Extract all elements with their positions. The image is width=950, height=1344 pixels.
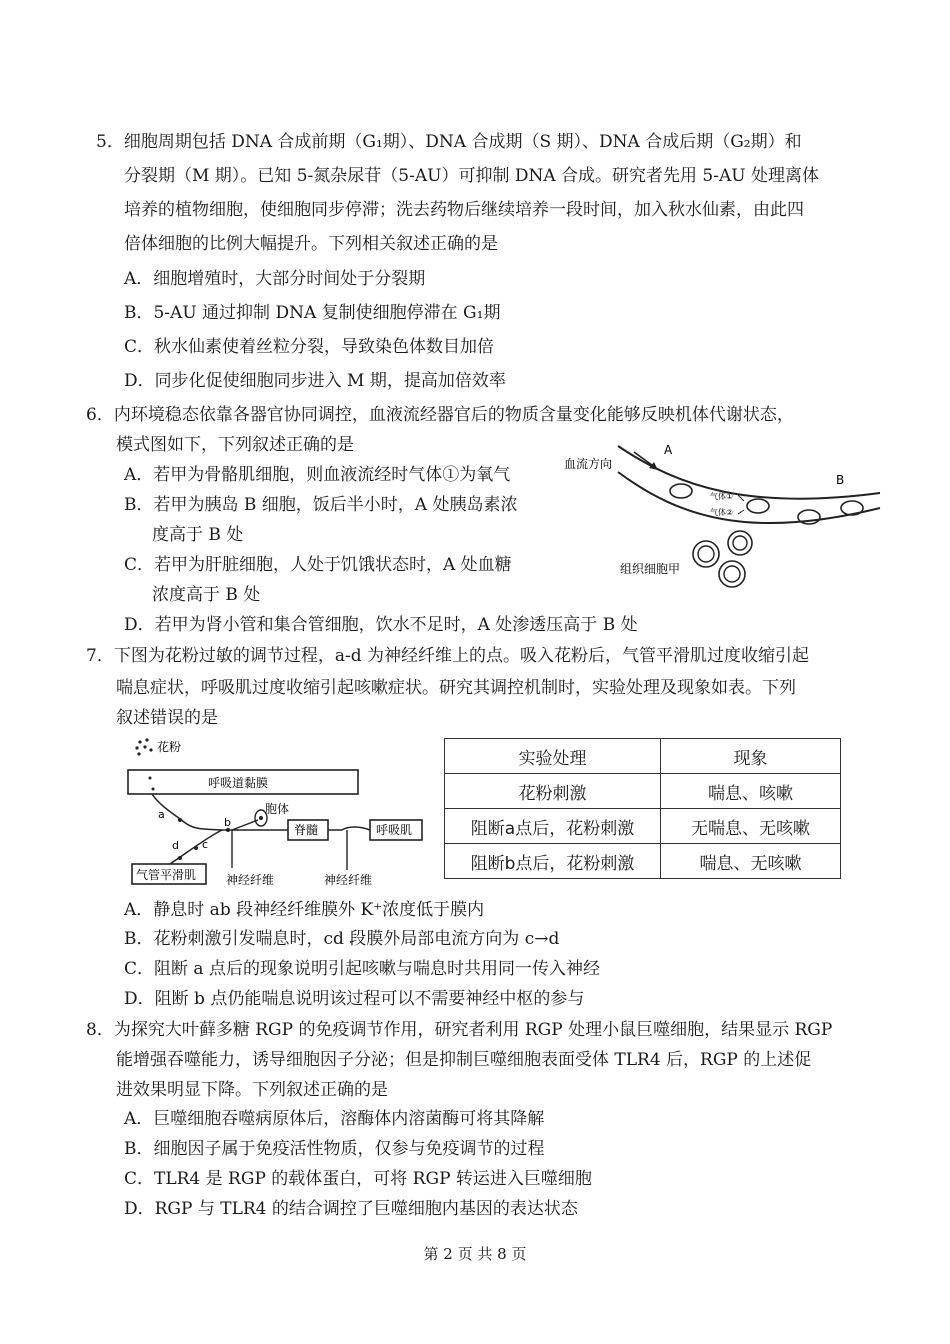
table-cell: 花粉刺激 <box>445 774 661 809</box>
tissue-cell-label: 组织细胞甲 <box>620 562 681 576</box>
q8-stem-line2: 能增强吞噬能力，诱导细胞因子分泌；但是抑制巨噬细胞表面受体 TLR4 后，RGP 的上述促 <box>116 1050 812 1070</box>
point-b-label: B <box>836 473 845 487</box>
q6-option-a: A．若甲为骨骼肌细胞，则血液流经时气体①为氧气 <box>124 465 511 485</box>
tissue-cell <box>719 561 745 587</box>
nerve-fiber-label-1: 神经纤维 <box>226 873 275 887</box>
q5-option-b: B．5-AU 通过抑制 DNA 复制使细胞停滞在 G₁期 <box>124 303 501 323</box>
page-number-footer: 第 2 页 共 8 页 <box>423 1245 527 1263</box>
point-b: b <box>224 816 231 829</box>
q7-option-c: C．阻断 a 点后的现象说明引起咳嗽与喘息时共用同一传入神经 <box>124 959 600 979</box>
q8-option-c: C．TLR4 是 RGP 的载体蛋白，可将 RGP 转运进入巨噬细胞 <box>124 1169 592 1189</box>
point-c: c <box>202 838 209 851</box>
table-cell: 喘息、无咳嗽 <box>661 844 841 879</box>
table-cell: 阻断b点后，花粉刺激 <box>445 844 661 879</box>
table-row <box>445 844 841 879</box>
blood-cell <box>747 499 769 513</box>
nerve-fiber-label-2: 神经纤维 <box>324 873 373 887</box>
tissue-cell <box>693 541 719 567</box>
table-row <box>445 809 841 844</box>
gas-2-arrow <box>738 510 744 514</box>
q7-stem-line3: 叙述错误的是 <box>116 708 218 728</box>
cell-body-branch <box>232 820 258 830</box>
q8-option-d: D．RGP 与 TLR4 的结合调控了巨噬细胞内基因的表达状态 <box>124 1199 578 1219</box>
q5-option-a: A．细胞增殖时，大部分时间处于分裂期 <box>124 269 426 289</box>
pollen-label: 花粉 <box>157 740 182 754</box>
point-a: a <box>158 808 165 821</box>
q5-option-c: C．秋水仙素使着丝粒分裂，导致染色体数目加倍 <box>124 337 495 357</box>
q5-option-d: D．同步化促使细胞同步进入 M 期，提高加倍效率 <box>124 371 506 391</box>
blood-cell <box>841 501 863 515</box>
q6-option-d: D．若甲为肾小管和集合管细胞，饮水不足时，A 处渗透压高于 B 处 <box>124 615 638 635</box>
q6-stem-line1: 6．内环境稳态依靠各器官协同调控，血液流经器官后的物质含量变化能够反映机体代谢状态， <box>86 405 794 425</box>
q6-option-c-line1: C．若甲为肝脏细胞，人处于饥饿状态时，A 处血糖 <box>124 555 512 575</box>
table-header: 实验处理 <box>445 739 661 774</box>
tissue-cell-nucleus <box>698 546 714 562</box>
point-a-label: A <box>664 443 673 457</box>
pollen-dots <box>135 738 152 755</box>
blood-cell <box>798 510 820 524</box>
tissue-cell-nucleus <box>733 536 747 550</box>
table-cell: 喘息、咳嗽 <box>661 774 841 809</box>
q6-option-b-line2: 度高于 B 处 <box>152 525 244 545</box>
smooth-muscle-label: 气管平滑肌 <box>136 868 197 882</box>
q6-option-c-line2: 浓度高于 B 处 <box>152 585 261 605</box>
q6-stem-line2: 模式图如下，下列叙述正确的是 <box>116 435 354 455</box>
gas-1-label: 气体① <box>710 492 734 501</box>
mucosa-label: 呼吸道黏膜 <box>208 776 269 790</box>
q7-stem-line1: 7．下图为花粉过敏的调节过程，a-d 为神经纤维上的点。吸入花粉后，气管平滑肌过度收缩引起 <box>86 646 809 666</box>
pollen-reflex-diagram <box>124 734 432 890</box>
q7-option-b: B．花粉刺激引发喘息时，cd 段膜外局部电流方向为 c→d <box>124 929 560 949</box>
table-header-row <box>445 739 841 774</box>
q7-option-d: D．阻断 b 点仍能喘息说明该过程可以不需要神经中枢的参与 <box>124 989 585 1009</box>
blood-vessel-diagram <box>560 438 890 608</box>
q8-stem-line1: 8．为探究大叶藓多糖 RGP 的免疫调节作用，研究者利用 RGP 处理小鼠巨噬细胞，结果显示 RGP <box>86 1020 833 1040</box>
q5-stem-line4: 倍体细胞的比例大幅提升。下列相关叙述正确的是 <box>124 234 498 254</box>
q5-stem-line2: 分裂期（M 期）。已知 5-氮杂尿苷（5-AU）可抑制 DNA 合成。研究者先用 5-AU 处理离体 <box>124 166 819 186</box>
q5-stem-line3: 培养的植物细胞，使细胞同步停滞；洗去药物后继续培养一段时间，加入秋水仙素，由此四 <box>124 200 804 220</box>
q8-option-b: B．细胞因子属于免疫活性物质，仅参与免疫调节的过程 <box>124 1139 545 1159</box>
table-cell: 无喘息、无咳嗽 <box>661 809 841 844</box>
table-cell: 阻断a点后，花粉刺激 <box>445 809 661 844</box>
point-d: d <box>172 839 179 852</box>
respiratory-muscle-label: 呼吸肌 <box>376 823 413 837</box>
q6-option-b-line1: B．若甲为胰岛 B 细胞，饭后半小时，A 处胰岛素浓 <box>124 495 518 515</box>
table-row <box>445 774 841 809</box>
experiment-table <box>444 738 841 879</box>
q7-stem-line2: 喘息症状，呼吸肌过度收缩引起咳嗽症状。研究其调控机制时，实验处理及现象如表。下列 <box>116 678 796 698</box>
gas-2-label: 气体② <box>710 508 734 517</box>
cell-body-label: 胞体 <box>265 802 290 816</box>
q7-option-a: A．静息时 ab 段神经纤维膜外 K⁺浓度低于膜内 <box>124 900 485 920</box>
blood-cell <box>670 484 692 498</box>
q5-stem-line1: 5．细胞周期包括 DNA 合成前期（G₁期）、DNA 合成期（S 期）、DNA 合成后期（G₂期）和 <box>96 132 802 152</box>
spinal-cord-label: 脊髓 <box>294 823 319 837</box>
tissue-cell-nucleus <box>724 566 740 582</box>
q8-stem-line3: 进效果明显下降。下列叙述正确的是 <box>116 1080 388 1100</box>
table-header: 现象 <box>661 739 841 774</box>
flow-direction-label: 血流方向 <box>564 457 613 471</box>
tissue-cell <box>728 531 752 555</box>
q8-option-a: A．巨噬细胞吞噬病原体后，溶酶体内溶菌酶可将其降解 <box>124 1109 545 1129</box>
